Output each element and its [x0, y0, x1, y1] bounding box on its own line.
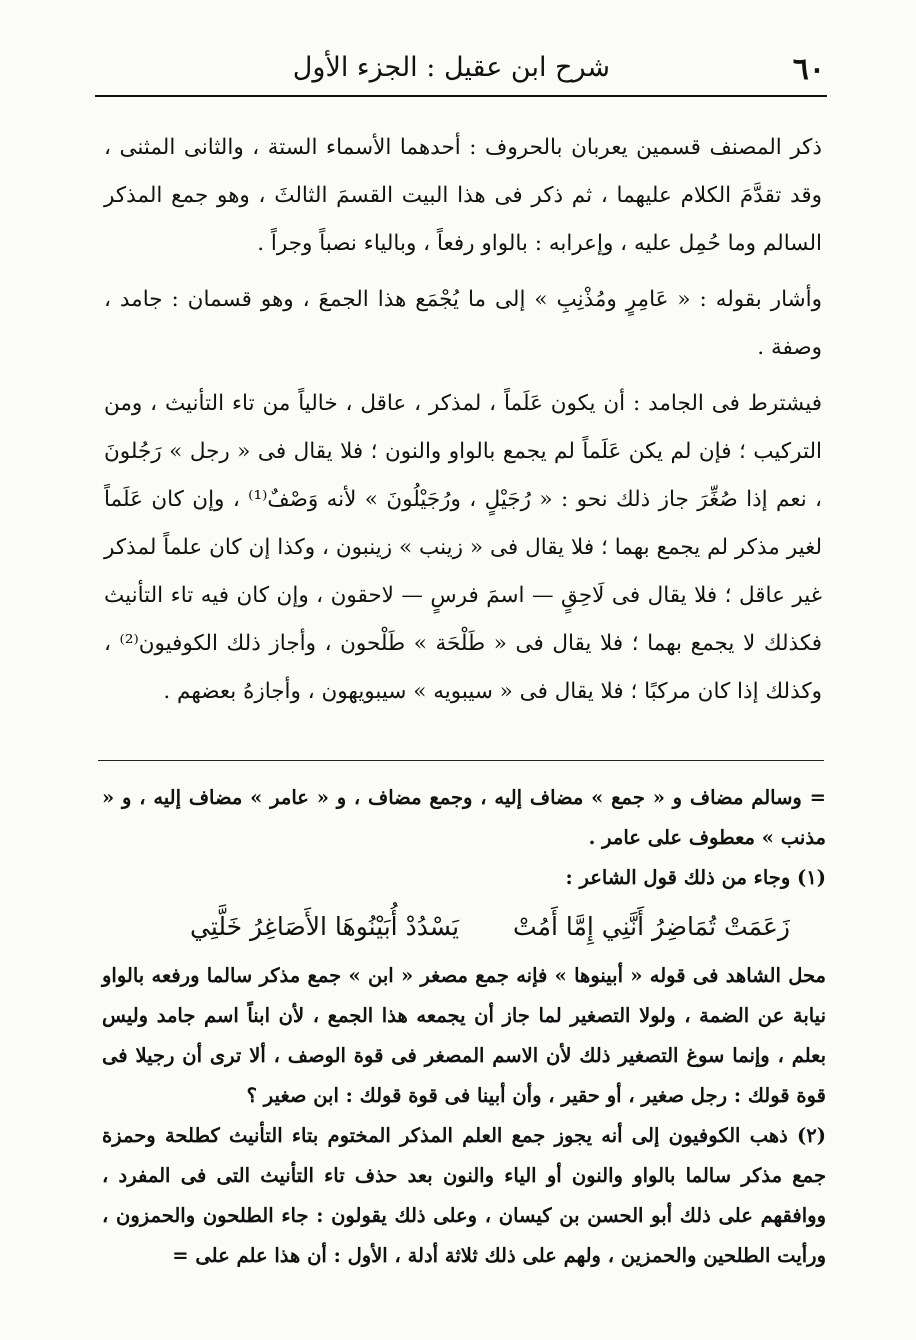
header-divider	[95, 95, 827, 97]
running-title: شرح ابن عقيل : الجزء الأول	[292, 52, 610, 83]
footnote-1-intro: (١) وجاء من ذلك قول الشاعر :	[565, 866, 826, 889]
continues-mark: =	[172, 1244, 189, 1267]
footnote-1-body: محل الشاهد فى قوله « أبينوها » فإنه جمع مصغر « ابن » جمع مذكر سالما ورفعه بالواو نيابة عن الضمة ، ولولا التصغير لما جاز أن يجمعه هذا الجمع ، لأن ابناً اسم جامد وليس بعلم ، وإنما سوغ التصغير ذلك لأن الاسم المصغر فى قوة الوصف ، ألا ترى أن رجيلا فى قوة قولك : رجل صغير ، أو حقير ، وأن أبينا فى قوة قولك : ابن صغير ؟	[102, 964, 826, 1107]
poetry-verse	[102, 898, 826, 956]
paragraph: فيشترط فى الجامد : أن يكون عَلَماً ، لمذكر ، عاقل ، خالياً من تاء التأنيث ، ومن التركيب ؛ فإن لم يكن عَلَماً لم يجمع بالواو والنون ؛ فلا يقال فى « رجل » رَجُلونَ ، نعم إذا صُغِّرَ جاز ذلك نحو : « رُجَيْلٍ ، ورُجَيْلُونَ » لأنه وَصْفٌ⁽¹⁾ ، وإن كان عَلَماً لغير مذكر لم يجمع بهما ؛ فلا يقال فى « زينب » زينبون ، وكذا إن كان علماً لمذكر غير عاقل ؛ فلا يقال فى لَاحِقٍ — اسمَ فرسٍ — لاحقون ، وإن كان فيه تاء التأنيث فكذلك لا يجمع بهما ؛ فلا يقال فى « طَلْحَة » طَلْحون ، وأجاز ذلك الكوفيون⁽²⁾ ، وكذلك إذا كان مركبًا ؛ فلا يقال فى « سيبويه » سيبويهون ، وأجازهُ بعضهم .	[104, 391, 822, 704]
verse-first-hemistich: زَعَمَتْ تُمَاضِرُ أَنَّنِي إِمَّا أَمُتْ	[513, 912, 790, 941]
continuation-mark: =	[809, 786, 826, 809]
paragraph: وأشار بقوله : « عَامِرٍ ومُذْنِبِ » إلى ما يُجْمَع هذا الجمعَ ، وهو قسمان : جامد ، وصفة .	[104, 287, 822, 360]
footnote-divider	[98, 760, 824, 761]
footnote-2-text: (٢) ذهب الكوفيون إلى أنه يجوز جمع العلم المذكر المختوم بتاء التأنيث كطلحة وحمزة جمع مذكر سالما بالواو والنون أو الياء والنون بعد حذف تاء التأنيث التى فى المفرد ، ووافقهم على ذلك أبو الحسن بن كيسان ، وعلى ذلك يقولون : جاء الطلحون والحمزون ، ورأيت الطلحين والحمزين ، ولهم على ذلك ثلاثة أدلة ، الأول : أن هذا علم على	[102, 1124, 826, 1267]
page-header	[95, 44, 825, 94]
footnotes	[102, 778, 826, 1276]
continuation-text: وسالم مضاف و « جمع » مضاف إليه ، وجمع مضاف ، و « عامر » مضاف إليه ، و « مذنب » معطوف على عامر .	[102, 786, 826, 849]
main-text	[104, 124, 822, 716]
paragraph: ذكر المصنف قسمين يعربان بالحروف : أحدهما الأسماء الستة ، والثانى المثنى ، وقد تقدَّمَ الكلام عليهما ، ثم ذكر فى هذا البيت القسمَ الثالثَ ، وهو جمع المذكر السالم وما حُمِل عليه ، وإعرابه : بالواو رفعاً ، وبالياء نصباً وجراً .	[104, 135, 822, 256]
footnote-2	[102, 1116, 826, 1276]
footnote-continuation	[102, 778, 826, 858]
page-number: ٦٠	[792, 52, 825, 87]
verse-second-hemistich: يَسْدُدْ أُبَيْنُوهَا الأَصَاغِرُ خَلَّتِي	[190, 912, 460, 941]
